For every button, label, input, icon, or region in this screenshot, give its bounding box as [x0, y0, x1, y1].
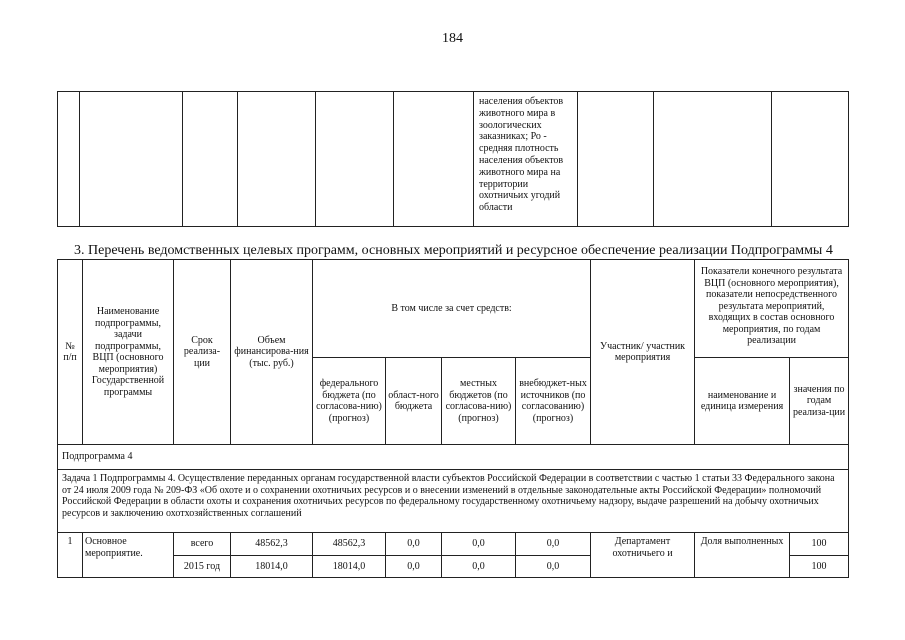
continued-cell: [654, 92, 772, 227]
header-local: местных бюджетов (по согласова-нию) (прогноз): [442, 358, 516, 445]
continued-cell: [772, 92, 849, 227]
row-volume: 48562,3: [231, 533, 313, 556]
row-volume: 18014,0: [231, 556, 313, 578]
continued-cell: [316, 92, 394, 227]
continued-table: [57, 91, 849, 227]
row-local: 0,0: [442, 533, 516, 556]
row-federal: 48562,3: [313, 533, 386, 556]
header-regional: област-ного бюджета: [386, 358, 442, 445]
header-participant: Участник/ участник мероприятия: [591, 260, 695, 445]
row-federal: 18014,0: [313, 556, 386, 578]
section-title: 3. Перечень ведомственных целевых программ, основных мероприятий и ресурсное обеспечение реализации Подпрограммы 4: [74, 243, 833, 258]
subprogram-label: Подпрограмма 4: [58, 445, 849, 470]
row-term: 2015 год: [174, 556, 231, 578]
continued-cell: [80, 92, 183, 227]
row-local: 0,0: [442, 556, 516, 578]
continued-cell: [183, 92, 238, 227]
row-participant: Департамент охотничьего и: [591, 533, 695, 578]
continued-text-cell: населения объектов животного мира в зоологических заказниках; Ро - средняя плотность населения объектов животного мира на территории охотничьих угодий области: [474, 92, 578, 227]
header-volume: Объем финансирова-ния (тыс. руб.): [231, 260, 313, 445]
header-federal: федерального бюджета (по согласова-нию) (прогноз): [313, 358, 386, 445]
program-table: [57, 259, 849, 578]
row-extra: 0,0: [516, 556, 591, 578]
header-term: Срок реализа-ции: [174, 260, 231, 445]
continued-cell: [238, 92, 316, 227]
header-num: № п/п: [58, 260, 83, 445]
continued-cell: [394, 92, 474, 227]
header-indicators: Показатели конечного результата ВЦП (основного мероприятия), показатели непосредственного результата мероприятий, входящих в состав основного мероприятия, по годам реализации: [695, 260, 849, 358]
row-ind-name: Доля выполненных: [695, 533, 790, 578]
row-name: Основное мероприятие.: [83, 533, 174, 578]
header-sources: В том числе за счет средств:: [313, 260, 591, 358]
header-ind-values: значения по годам реализа-ции: [790, 358, 849, 445]
continued-cell: [578, 92, 654, 227]
task-text: Задача 1 Подпрограммы 4. Осуществление переданных органам государственной власти субъектов Российской Федерации в соответствии с частью 1 статьи 33 Федерального закона от 24 июля 2009 года № 209-ФЗ «Об охоте и о сохранении охотничьих ресурсов и о внесении изменений в отдельные законодательные акты Российской Федерации» полномочий Российской Федерации в области охоты и сохранения охотничьих ресурсов по федеральному государственному охотничьему надзору, выдаче разрешений на добычу охотничьих ресурсов и заключению охотхозяйственных соглашений: [58, 470, 849, 533]
row-num: 1: [58, 533, 83, 578]
header-extra: внебюджет-ных источников (по согласованию) (прогноз): [516, 358, 591, 445]
row-regional: 0,0: [386, 533, 442, 556]
row-regional: 0,0: [386, 556, 442, 578]
continued-cell: [58, 92, 80, 227]
row-ind-value: 100: [790, 556, 849, 578]
header-ind-name: наименование и единица измерения: [695, 358, 790, 445]
header-name: Наименование подпрограммы, задачи подпрограммы, ВЦП (основного мероприятия) Государственной программы: [83, 260, 174, 445]
row-ind-value: 100: [790, 533, 849, 556]
row-extra: 0,0: [516, 533, 591, 556]
row-term: всего: [174, 533, 231, 556]
page-number: 184: [442, 31, 463, 46]
